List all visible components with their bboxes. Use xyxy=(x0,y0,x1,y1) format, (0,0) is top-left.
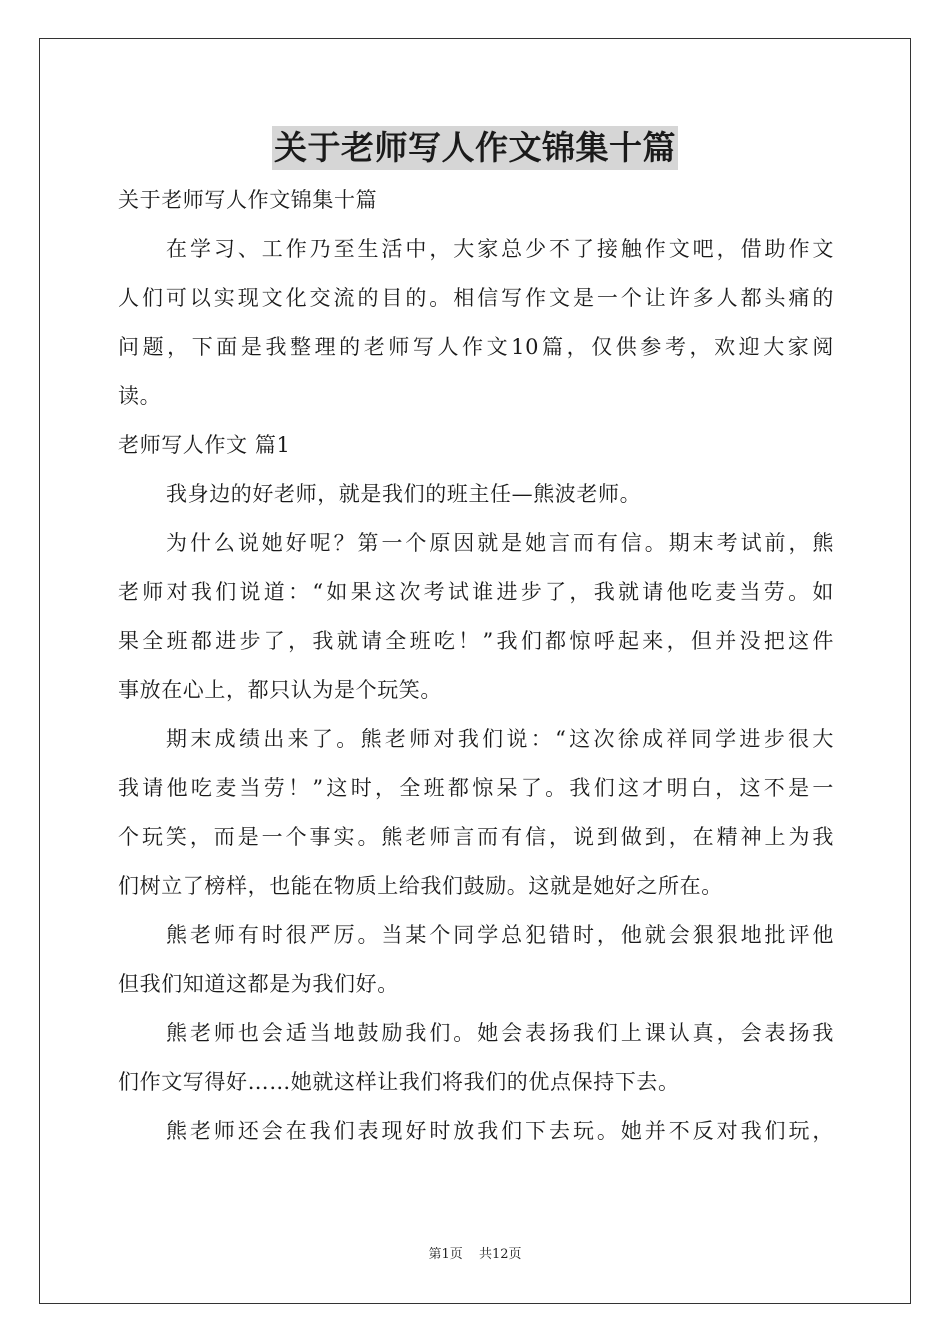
document-title: 关于老师写人作文锦集十篇 xyxy=(272,126,678,170)
text-line: 但我们知道这都是为我们好。 xyxy=(118,972,399,996)
text-line: 果全班都进步了，我就请全班吃！”我们都惊呼起来，但并没把这件 xyxy=(118,629,834,653)
document-body xyxy=(118,176,834,1156)
text-line: 人们可以实现文化交流的目的。相信写作文是一个让许多人都头痛的 xyxy=(118,286,834,310)
text-line: 个玩笑，而是一个事实。熊老师言而有信，说到做到，在精神上为我 xyxy=(118,825,834,849)
text-line: 关于老师写人作文锦集十篇 xyxy=(118,188,378,212)
text-line: 问题，下面是我整理的老师写人作文10篇，仅供参考，欢迎大家阅 xyxy=(118,335,834,359)
text-line: 老师对我们说道：“如果这次考试谁进步了，我就请他吃麦当劳。如 xyxy=(118,580,834,604)
text-line: 在学习、工作乃至生活中，大家总少不了接触作文吧，借助作文 xyxy=(166,237,834,261)
page-number: 第1页 xyxy=(428,1247,463,1262)
text-line: 老师写人作文 篇1 xyxy=(118,433,291,457)
text-line: 们作文写得好……她就这样让我们将我们的优点保持下去。 xyxy=(118,1070,680,1094)
text-line: 熊老师也会适当地鼓励我们。她会表扬我们上课认真，会表扬我 xyxy=(166,1021,834,1045)
text-line: 熊老师还会在我们表现好时放我们下去玩。她并不反对我们玩， xyxy=(166,1119,834,1143)
text-line: 读。 xyxy=(118,384,162,408)
page-total: 共12页 xyxy=(478,1247,522,1262)
text-line: 期末成绩出来了。熊老师对我们说：“这次徐成祥同学进步很大 xyxy=(166,727,834,751)
text-line: 事放在心上，都只认为是个玩笑。 xyxy=(118,678,442,702)
title-container xyxy=(0,126,950,170)
text-line: 我身边的好老师，就是我们的班主任—熊波老师。 xyxy=(166,482,642,506)
page-footer xyxy=(0,1245,950,1265)
text-line: 们树立了榜样，也能在物质上给我们鼓励。这就是她好之所在。 xyxy=(118,874,723,898)
text-line: 我请他吃麦当劳！”这时，全班都惊呆了。我们这才明白，这不是一 xyxy=(118,776,834,800)
text-line: 为什么说她好呢？第一个原因就是她言而有信。期末考试前，熊 xyxy=(166,531,834,555)
text-line: 熊老师有时很严厉。当某个同学总犯错时，他就会狠狠地批评他 xyxy=(166,923,834,947)
